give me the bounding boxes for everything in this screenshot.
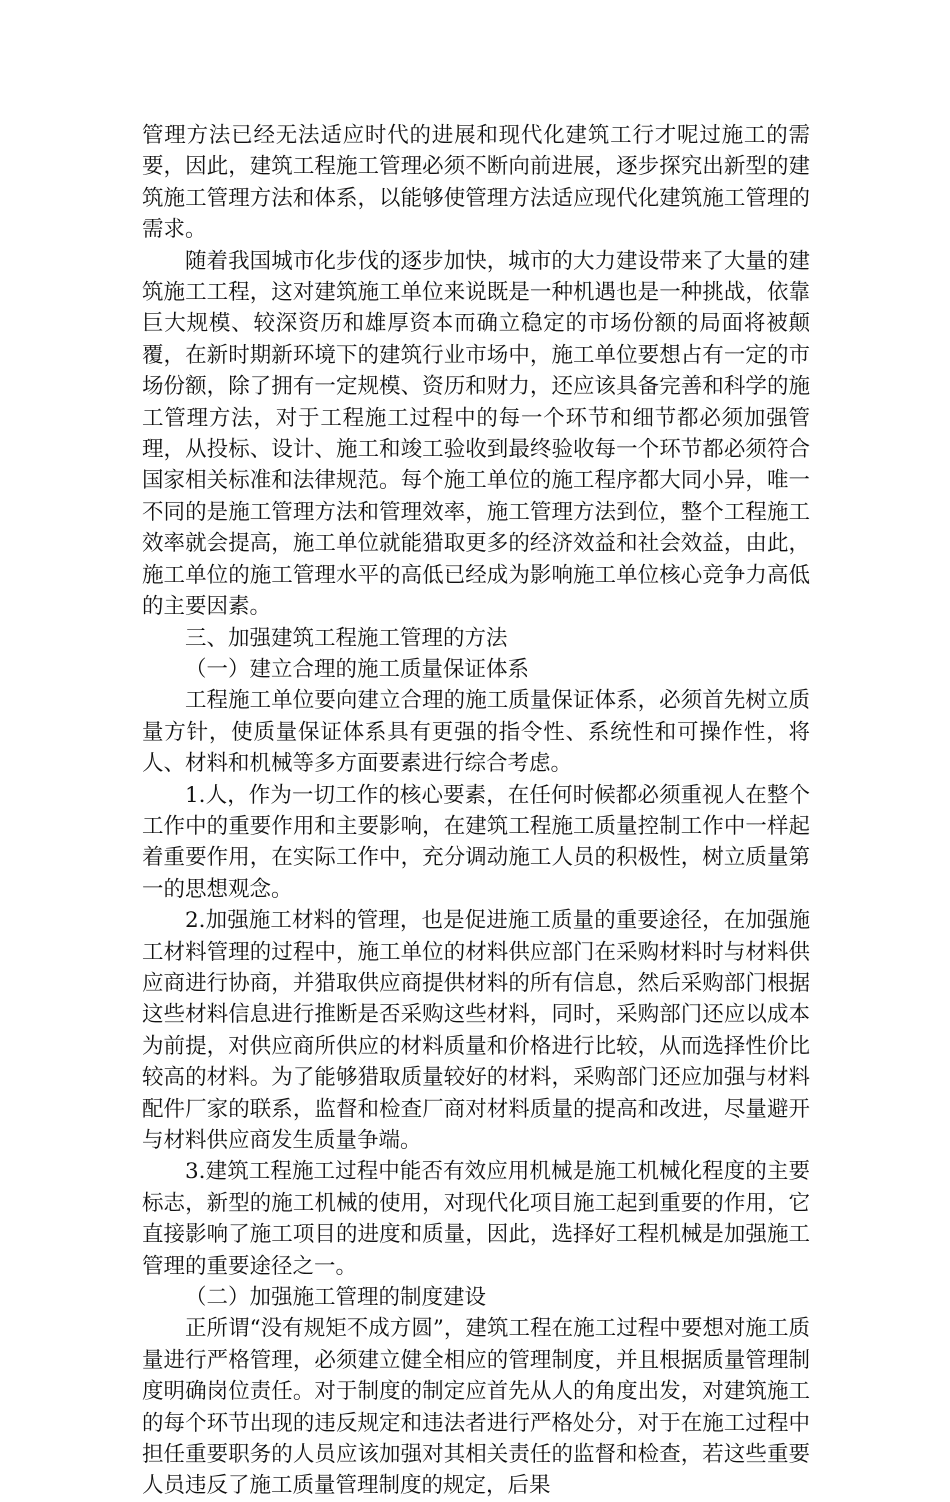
paragraph-urbanization: 随着我国城市化步伐的逐步加快，城市的大力建设带来了大量的建筑施工工程，这对建筑施工单位来说既是一种机遇也是一种挑战，依靠巨大规模、较深资历和雄厚资本而确立稳定的市场份额的局面将被颠覆，在新时期新环境下的建筑行业市场中，施工单位要想占有一定的市场份额，除了拥有一定规模、资历和财力，还应该具备完善和科学的施工管理方法，对于工程施工过程中的每一个环节和细节都必须加强管理，从投标、设计、施工和竣工验收到最终验收每一个环节都必须符合国家相关标准和法律规范。每个施工单位的施工程序都大同小异，唯一不同的是施工管理方法和管理效率，施工管理方法到位，整个工程施工效率就会提高，施工单位就能猎取更多的经济效益和社会效益，由此，施工单位的施工管理水平的高低已经成为影响施工单位核心竞争力高低的主要因素。	[142, 248, 810, 620]
paragraph-continuation: 管理方法已经无法适应时代的进展和现代化建筑工行才呢过施工的需要，因此，建筑工程施工管理必须不断向前进展，逐步探究出新型的建筑施工管理方法和体系，以能够使管理方法适应现代化建筑施工管理的需求。	[142, 123, 810, 243]
paragraph-rules: 正所谓“没有规矩不成方圆”，建筑工程在施工过程中要想对施工质量进行严格管理，必须建立健全相应的管理制度，并且根据质量管理制度明确岗位责任。对于制度的制定应首先从人的角度出发，对建筑施工的每个环节出现的违反规定和违法者进行严格处分，对于在施工过程中担任重要职务的人员应该加强对其相关责任的监督和检查，若这些重要人员违反了施工质量管理制度的规定，后果	[142, 1316, 810, 1499]
subsection-heading-quality-system: （一）建立合理的施工质量保证体系	[185, 656, 530, 682]
document-page	[142, 120, 810, 1502]
paragraph-item-people: 1.人，作为一切工作的核心要素，在任何时候都必须重视人在整个工作中的重要作用和主要影响，在建筑工程施工质量控制工作中一样起着重要作用，在实际工作中，充分调动施工人员的积极性，树立质量第一的思想观念。	[142, 782, 810, 902]
section-heading-methods: 三、加强建筑工程施工管理的方法	[185, 625, 508, 651]
subsection-heading-management-system: （二）加强施工管理的制度建设	[185, 1285, 487, 1311]
paragraph-item-materials: 2.加强施工材料的管理，也是促进施工质量的重要途径，在加强施工材料管理的过程中，施工单位的材料供应部门在采购材料时与材料供应商进行协商，并猎取供应商提供材料的所有信息，然后采购部门根据这些材料信息进行推断是否采购这些材料，同时，采购部门还应以成本为前提，对供应商所供应的材料质量和价格进行比较，从而选择性价比较高的材料。为了能够猎取质量较好的材料，采购部门还应加强与材料配件厂家的联系，监督和检查厂商对材料质量的提高和改进，尽量避开与材料供应商发生质量争端。	[142, 908, 810, 1153]
paragraph-item-machinery: 3.建筑工程施工过程中能否有效应用机械是施工机械化程度的主要标志，新型的施工机械的使用，对现代化项目施工起到重要的作用，它直接影响了施工项目的进度和质量，因此，选择好工程机械是加强施工管理的重要途径之一。	[142, 1159, 810, 1279]
paragraph-quality-system: 工程施工单位要向建立合理的施工质量保证体系，必须首先树立质量方针，使质量保证体系具有更强的指令性、系统性和可操作性，将人、材料和机械等多方面要素进行综合考虑。	[142, 688, 810, 777]
